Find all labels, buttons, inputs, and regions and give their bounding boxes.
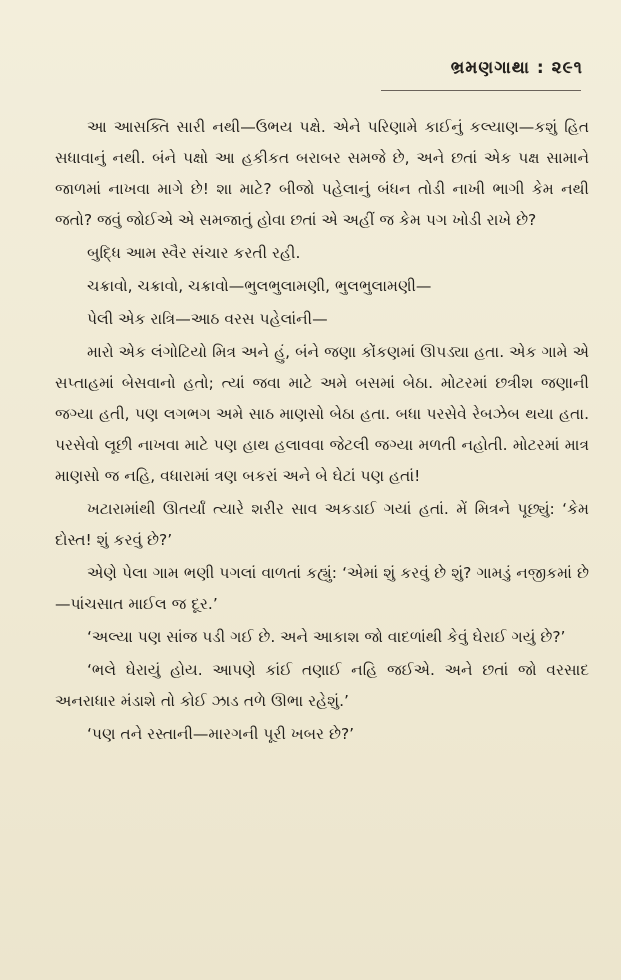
header-wavy-rule	[381, 86, 581, 91]
paragraph: એણે પેલા ગામ ભણી પગલાં વાળતાં કહ્યું: ‘એમાં શું કરવું છે શું? ગામડું નજીકમાં છે—પાંચસાત માઈલ જ દૂર.’	[55, 564, 589, 613]
paragraph: ‘અલ્યા પણ સાંજ પડી ગઈ છે. અને આકાશ જો વાદળાંથી કેવું ઘેરાઈ ગયું છે?’	[87, 628, 566, 646]
running-header: ભ્રમણગાથા : ૨૯૧	[450, 58, 583, 78]
paragraph: ‘પણ તને રસ્તાની—મારગની પૂરી ખબર છે?’	[87, 725, 355, 743]
paragraph: ખટારામાંથી ઊતર્યાં ત્યારે શરીર સાવ અકડાઈ ગયાં હતાં. મેં મિત્રને પૂછ્યું: ‘કેમ દોસ્ત! શું કરવું છે?’	[55, 500, 589, 549]
paragraph: ચક્રાવો, ચક્રાવો, ચક્રાવો—ભુલભુલામણી, ભુલભુલામણી—	[87, 277, 432, 295]
paragraph: મારો એક લંગોટિયો મિત્ર અને હું, બંને જણા કોંકણમાં ઊપડ્યા હતા. એક ગામે એ સપ્તાહમાં બેસવાનો હતો; ત્યાં જવા માટે અમે બસમાં બેઠા. મોટરમાં છત્રીશ જણાની જગ્યા હતી, પણ લગભગ અમે સાઠ માણસો બેઠા હતા. બધા પરસેવે રેબઝેબ થયા હતા. પરસેવો લૂછી નાખવા માટે પણ હાથ હલાવવા જેટલી જગ્યા મળતી નહોતી. મોટરમાં માત્ર માણસો જ નહિ, વધારામાં ત્રણ બકરાં અને બે ઘેટાં પણ હતાં!	[55, 343, 589, 485]
paragraph: ‘ભલે ઘેરાયું હોય. આપણે કાંઈ તણાઈ નહિ જઈએ. અને છતાં જો વરસાદ અનરાધાર મંડાશે તો કોઈ ઝાડ તળે ઊભા રહેશું.’	[55, 661, 589, 710]
paragraph: આ આસક્તિ સારી નથી—ઉભય પક્ષે. એને પરિણામે કાઈનું કલ્યાણ—કશું હિત સધાવાનું નથી. બંને પક્ષો આ હકીકત બરાબર સમજે છે, અને છતાં એક પક્ષ સામાને જાળમાં નાખવા માગે છે! શા માટે? બીજો પહેલાનું બંધન તોડી નાખી ભાગી કેમ નથી જતો? જવું જોઈએ એ સમજાતું હોવા છતાં એ અહીં જ કેમ પગ ખોડી રાખે છે?	[55, 118, 589, 229]
paragraph: બુદ્ધિ આમ સ્વૈર સંચાર કરતી રહી.	[87, 244, 301, 262]
body-text	[55, 112, 589, 750]
paragraph: પેલી એક રાત્રિ—આઠ વરસ પહેલાંની—	[87, 310, 328, 328]
